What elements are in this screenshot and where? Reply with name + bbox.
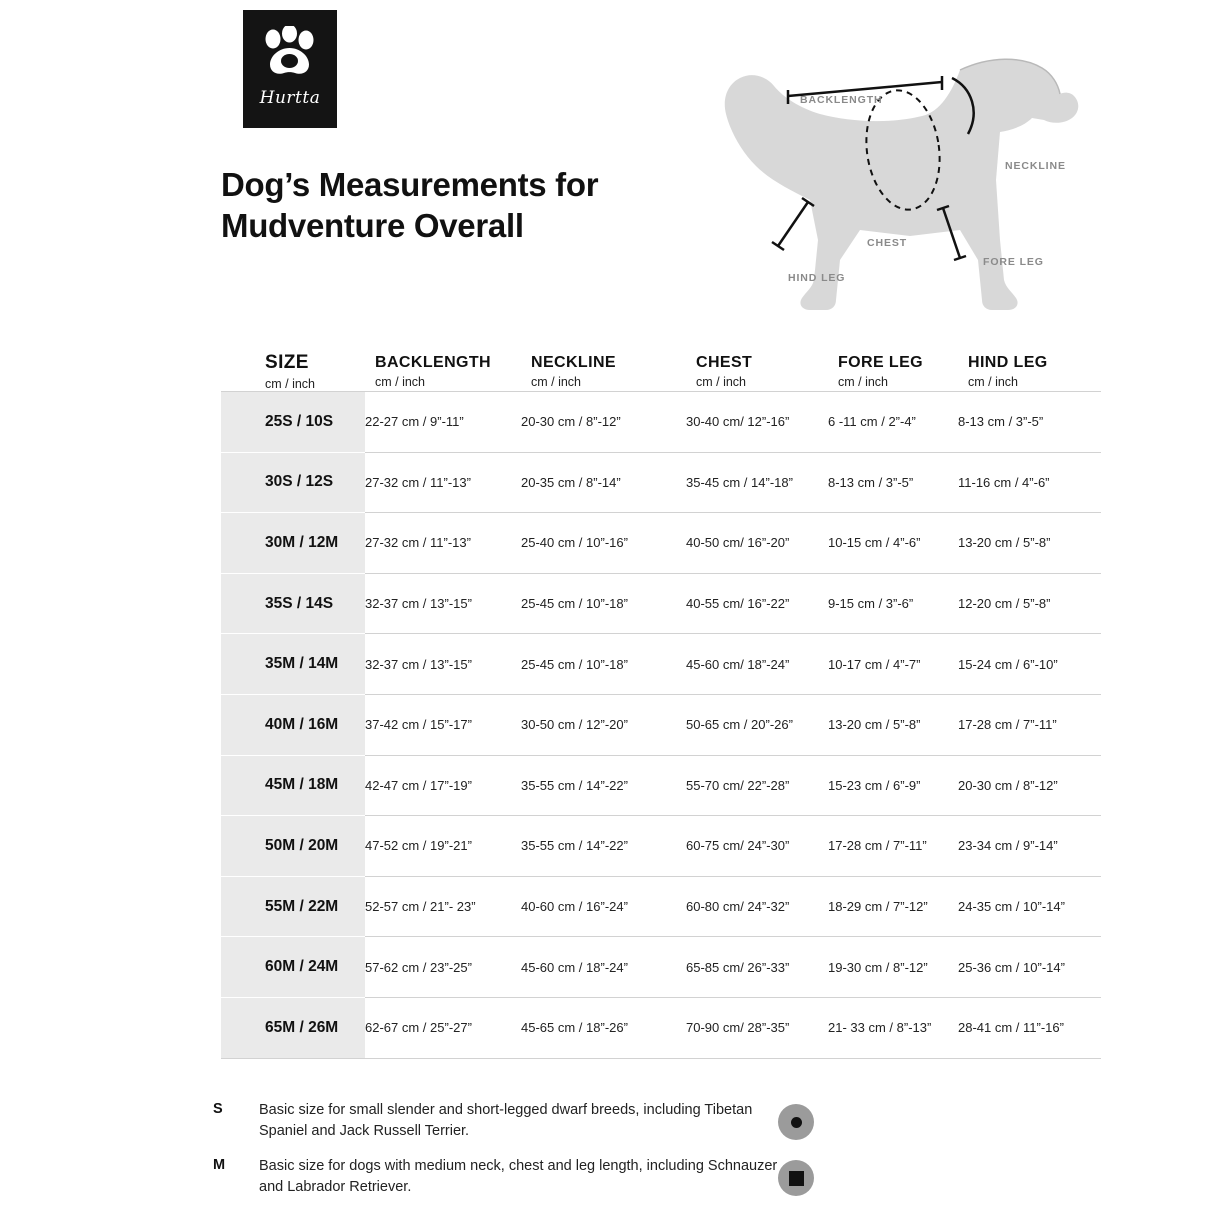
table-row [221, 937, 1101, 998]
cell-fore-leg: 15-23 cm / 6”-9” [828, 755, 958, 816]
table-row [221, 634, 1101, 695]
cell-hind-leg: 28-41 cm / 11”-16” [958, 997, 1101, 1058]
cell-fore-leg: 18-29 cm / 7”-12” [828, 876, 958, 937]
cell-backlength: 57-62 cm / 23”-25” [365, 937, 521, 998]
column-header-hind-leg: HIND LEG cm / inch [968, 354, 1048, 389]
cell-backlength: 27-32 cm / 11”-13” [365, 452, 521, 513]
cell-backlength: 62-67 cm / 25”-27” [365, 997, 521, 1058]
column-header-chest: CHEST cm / inch [696, 354, 753, 389]
cell-chest: 35-45 cm / 14”-18” [686, 452, 828, 513]
size-table-container [221, 352, 1101, 1059]
cell-fore-leg: 13-20 cm / 5”-8” [828, 694, 958, 755]
paw-icon [262, 26, 318, 83]
cell-fore-leg: 6 -11 cm / 2”-4” [828, 392, 958, 453]
dog-outline-svg [660, 30, 1130, 340]
cell-neckline: 25-45 cm / 10”-18” [521, 634, 686, 695]
footnotes [213, 1100, 1113, 1212]
cell-backlength: 22-27 cm / 9”-11” [365, 392, 521, 453]
cell-fore-leg: 19-30 cm / 8”-12” [828, 937, 958, 998]
cell-chest: 40-55 cm/ 16”-22” [686, 573, 828, 634]
cell-fore-leg: 17-28 cm / 7”-11” [828, 816, 958, 877]
table-row [221, 816, 1101, 877]
cell-backlength: 32-37 cm / 13”-15” [365, 573, 521, 634]
cell-neckline: 25-40 cm / 10”-16” [521, 513, 686, 574]
cell-neckline: 35-55 cm / 14”-22” [521, 755, 686, 816]
cell-hind-leg: 23-34 cm / 9”-14” [958, 816, 1101, 877]
cell-size: 50M / 20M [221, 816, 365, 877]
table-body [221, 392, 1101, 1059]
cell-size: 30M / 12M [221, 513, 365, 574]
cell-backlength: 37-42 cm / 15”-17” [365, 694, 521, 755]
cell-fore-leg: 9-15 cm / 3”-6” [828, 573, 958, 634]
label-hind-leg: HIND LEG [788, 272, 846, 284]
cell-neckline: 20-30 cm / 8”-12” [521, 392, 686, 453]
size-table [221, 352, 1101, 1059]
brand-logo [243, 10, 337, 128]
cell-hind-leg: 11-16 cm / 4”-6” [958, 452, 1101, 513]
table-row [221, 997, 1101, 1058]
table-row [221, 755, 1101, 816]
cell-chest: 60-80 cm/ 24”-32” [686, 876, 828, 937]
cell-fore-leg: 21- 33 cm / 8”-13” [828, 997, 958, 1058]
cell-backlength: 52-57 cm / 21”- 23” [365, 876, 521, 937]
cell-size: 60M / 24M [221, 937, 365, 998]
cell-chest: 55-70 cm/ 22”-28” [686, 755, 828, 816]
footnote-key: M [213, 1157, 226, 1174]
cell-backlength: 32-37 cm / 13”-15” [365, 634, 521, 695]
footnote-text: Basic size for dogs with medium neck, chest and leg length, including Schnauzer and Labrador Retriever. [259, 1158, 778, 1196]
cell-size: 35M / 14M [221, 634, 365, 695]
table-row [221, 573, 1101, 634]
cell-fore-leg: 8-13 cm / 3”-5” [828, 452, 958, 513]
column-header-backlength: BACKLENGTH cm / inch [375, 354, 491, 389]
cell-backlength: 27-32 cm / 11”-13” [365, 513, 521, 574]
table-row [221, 513, 1101, 574]
small-round-dot-badge-icon [778, 1104, 814, 1140]
cell-chest: 50-65 cm / 20”-26” [686, 694, 828, 755]
cell-hind-leg: 17-28 cm / 7”-11” [958, 694, 1101, 755]
footnote-text: Basic size for small slender and short-legged dwarf breeds, including Tibetan Spaniel and Jack Russell Terrier. [259, 1102, 753, 1140]
cell-backlength: 42-47 cm / 17”-19” [365, 755, 521, 816]
cell-size: 45M / 18M [221, 755, 365, 816]
brand-name: Hurtta [259, 88, 321, 108]
cell-size: 55M / 22M [221, 876, 365, 937]
cell-chest: 65-85 cm/ 26”-33” [686, 937, 828, 998]
medium-square-dot-badge-icon [778, 1160, 814, 1196]
dog-measurement-illustration [660, 30, 1130, 340]
column-header-neckline: NECKLINE cm / inch [531, 354, 616, 389]
square-shape [789, 1171, 804, 1186]
table-head [221, 352, 1101, 392]
cell-neckline: 45-65 cm / 18”-26” [521, 997, 686, 1058]
cell-hind-leg: 20-30 cm / 8”-12” [958, 755, 1101, 816]
cell-fore-leg: 10-15 cm / 4”-6” [828, 513, 958, 574]
footnote-key: S [213, 1101, 223, 1117]
cell-size: 40M / 16M [221, 694, 365, 755]
cell-hind-leg: 15-24 cm / 6”-10” [958, 634, 1101, 695]
label-neckline: NECKLINE [1005, 160, 1066, 172]
cell-chest: 60-75 cm/ 24”-30” [686, 816, 828, 877]
cell-size: 65M / 26M [221, 997, 365, 1058]
cell-hind-leg: 24-35 cm / 10”-14” [958, 876, 1101, 937]
cell-fore-leg: 10-17 cm / 4”-7” [828, 634, 958, 695]
cell-chest: 30-40 cm/ 12”-16” [686, 392, 828, 453]
cell-neckline: 40-60 cm / 16”-24” [521, 876, 686, 937]
footnote-s [213, 1100, 1113, 1142]
cell-hind-leg: 8-13 cm / 3”-5” [958, 392, 1101, 453]
cell-chest: 70-90 cm/ 28”-35” [686, 997, 828, 1058]
cell-hind-leg: 12-20 cm / 5”-8” [958, 573, 1101, 634]
label-chest: CHEST [867, 237, 908, 249]
cell-neckline: 35-55 cm / 14”-22” [521, 816, 686, 877]
table-row [221, 452, 1101, 513]
dot-shape [791, 1117, 802, 1128]
cell-hind-leg: 13-20 cm / 5”-8” [958, 513, 1101, 574]
column-header-fore-leg: FORE LEG cm / inch [838, 354, 923, 389]
table-row [221, 876, 1101, 937]
column-header-size: SIZE cm / inch [265, 352, 316, 391]
table-header-row [221, 352, 1101, 392]
cell-backlength: 47-52 cm / 19”-21” [365, 816, 521, 877]
cell-neckline: 20-35 cm / 8”-14” [521, 452, 686, 513]
cell-chest: 40-50 cm/ 16”-20” [686, 513, 828, 574]
cell-size: 25S / 10S [221, 392, 365, 453]
table-row [221, 392, 1101, 453]
cell-chest: 45-60 cm/ 18”-24” [686, 634, 828, 695]
footnote-m [213, 1156, 1113, 1198]
table-row [221, 694, 1101, 755]
label-fore-leg: FORE LEG [983, 256, 1044, 268]
cell-neckline: 30-50 cm / 12”-20” [521, 694, 686, 755]
cell-size: 35S / 14S [221, 573, 365, 634]
cell-size: 30S / 12S [221, 452, 365, 513]
cell-neckline: 25-45 cm / 10”-18” [521, 573, 686, 634]
cell-hind-leg: 25-36 cm / 10”-14” [958, 937, 1101, 998]
page-title: Dog’s Measurements for Mudventure Overall [221, 166, 599, 244]
label-backlength: BACKLENGTH [800, 94, 883, 106]
cell-neckline: 45-60 cm / 18”-24” [521, 937, 686, 998]
